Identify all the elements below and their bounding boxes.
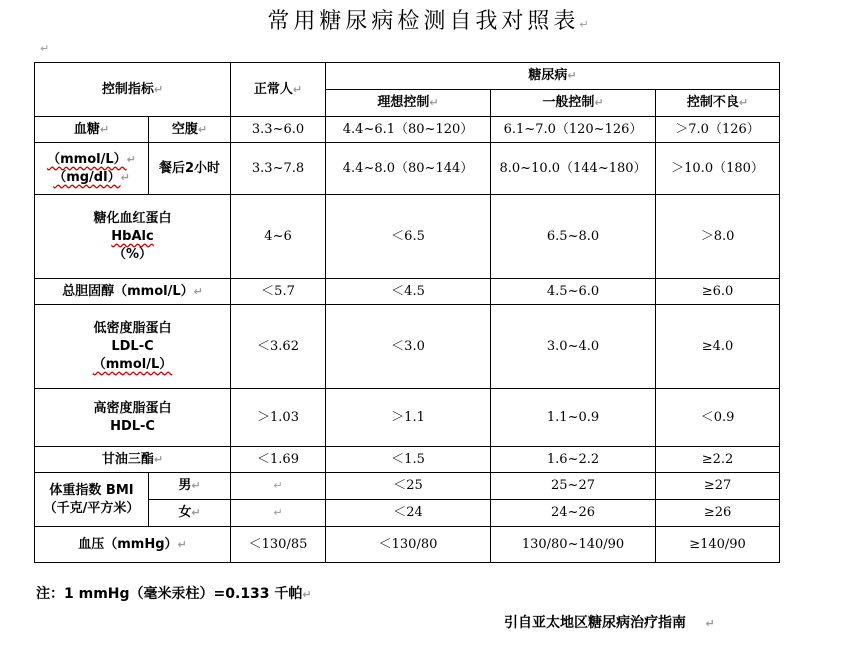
header-diabetes: 糖尿病↵ xyxy=(326,63,780,90)
cell: ↵ xyxy=(231,473,326,500)
table-row xyxy=(35,389,780,447)
cell: ＜3.0 xyxy=(326,305,491,389)
cell: 3.3~6.0 xyxy=(231,117,326,143)
paragraph-mark: ↵ xyxy=(40,42,50,55)
glucose-reference-table xyxy=(34,62,780,563)
table-row xyxy=(35,63,780,90)
after-meal-label: 餐后2小时 xyxy=(149,143,231,195)
cell: ≥27 xyxy=(656,473,780,500)
cell: 3.0~4.0 xyxy=(491,305,656,389)
cell: ≥2.2 xyxy=(656,447,780,473)
cell: 8.0~10.0（144~180） xyxy=(491,143,656,195)
source-citation: 引自亚太地区糖尿病治疗指南 ↵ xyxy=(504,615,715,631)
cell: ≥4.0 xyxy=(656,305,780,389)
cell: ＜24 xyxy=(326,500,491,527)
cell: ＜3.62 xyxy=(231,305,326,389)
cell: ＜4.5 xyxy=(326,279,491,305)
table-row xyxy=(35,447,780,473)
header-control: 控制指标↵ xyxy=(35,63,231,117)
male-label: 男↵ xyxy=(149,473,231,500)
cell: 6.1~7.0（120~126） xyxy=(491,117,656,143)
bmi-label: 体重指数 BMI （千克/平方米） xyxy=(35,473,149,527)
cell: ＞7.0（126） xyxy=(656,117,780,143)
header-normal: 正常人↵ xyxy=(231,63,326,117)
cell: ＜25 xyxy=(326,473,491,500)
cell: ＜1.5 xyxy=(326,447,491,473)
cell: 4.4~8.0（80~144） xyxy=(326,143,491,195)
cell: ＜5.7 xyxy=(231,279,326,305)
header-general: 一般控制↵ xyxy=(491,90,656,117)
female-label: 女↵ xyxy=(149,500,231,527)
cell: ＞1.03 xyxy=(231,389,326,447)
cell: 6.5~8.0 xyxy=(491,195,656,279)
fasting-label: 空腹↵ xyxy=(149,117,231,143)
cell: 4.4~6.1（80~120） xyxy=(326,117,491,143)
table-row xyxy=(35,473,780,500)
cell: ＜130/80 xyxy=(326,527,491,563)
cell: ＞10.0（180） xyxy=(656,143,780,195)
table-row xyxy=(35,305,780,389)
cell: 24~26 xyxy=(491,500,656,527)
cell: ≥26 xyxy=(656,500,780,527)
cell: ＜1.69 xyxy=(231,447,326,473)
table-row xyxy=(35,117,780,143)
blood-pressure-label: 血压（mmHg）↵ xyxy=(35,527,231,563)
table-row xyxy=(35,527,780,563)
hba1c-label: 糖化血红蛋白 HbAlc （%） xyxy=(35,195,231,279)
triglyceride-label: 甘油三酯↵ xyxy=(35,447,231,473)
cell: 4.5~6.0 xyxy=(491,279,656,305)
cell: 130/80~140/90 xyxy=(491,527,656,563)
cell: 3.3~7.8 xyxy=(231,143,326,195)
cell: 1.6~2.2 xyxy=(491,447,656,473)
cell: ＞1.1 xyxy=(326,389,491,447)
cell: ＞8.0 xyxy=(656,195,780,279)
cell: 4~6 xyxy=(231,195,326,279)
table-row xyxy=(35,143,780,195)
header-ideal: 理想控制↵ xyxy=(326,90,491,117)
cell: ＜6.5 xyxy=(326,195,491,279)
cell: ＜130/85 xyxy=(231,527,326,563)
table-row xyxy=(35,195,780,279)
cell: ＜0.9 xyxy=(656,389,780,447)
header-poor: 控制不良↵ xyxy=(656,90,780,117)
cell: ↵ xyxy=(231,500,326,527)
ldl-label: 低密度脂蛋白 LDL-C （mmol/L） xyxy=(35,305,231,389)
glucose-label: 血糖↵ xyxy=(35,117,149,143)
cell: ≥140/90 xyxy=(656,527,780,563)
hdl-label: 高密度脂蛋白 HDL-C xyxy=(35,389,231,447)
cell: ≥6.0 xyxy=(656,279,780,305)
cholesterol-label: 总胆固醇（mmol/L）↵ xyxy=(35,279,231,305)
glucose-units: （mmol/L）↵ （mg/dl）↵ xyxy=(35,143,149,195)
unit-note: 注：1 mmHg（毫米汞柱）=0.133 千帕↵ xyxy=(36,586,312,602)
table-row xyxy=(35,279,780,305)
page-title: 常用糖尿病检测自我对照表↵ xyxy=(267,9,593,34)
cell: 1.1~0.9 xyxy=(491,389,656,447)
cell: 25~27 xyxy=(491,473,656,500)
